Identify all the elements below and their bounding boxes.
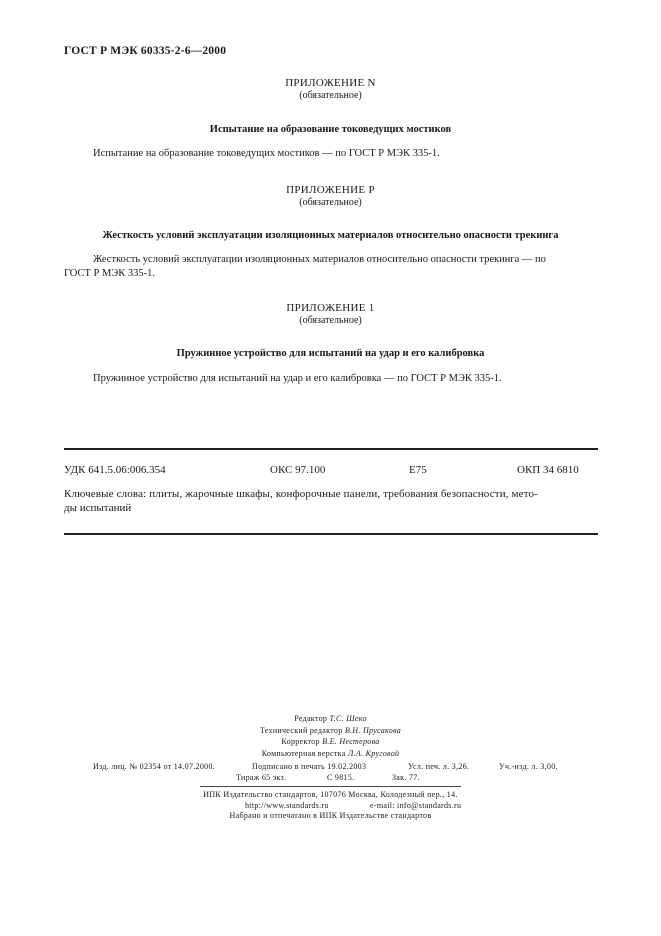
appendix-n-text: Испытание на образование токоведущих мостиков — по ГОСТ Р МЭК 335-1.: [93, 148, 440, 159]
imprint-print-sheets: Усл. печ. л. 3,26.: [408, 762, 470, 771]
credits-block: [0, 713, 661, 759]
appendix-p-text-line1: Жесткость условий эксплуатации изоляционных материалов относительно опасности трекинга — по: [93, 254, 546, 265]
appendix-p-text-line2: ГОСТ Р МЭК 335-1.: [64, 268, 156, 279]
appendix-1-text: Пружинное устройство для испытаний на удар и его калибровка — по ГОСТ Р МЭК 335-1.: [93, 373, 502, 384]
bottom-rule: [64, 533, 598, 535]
appendix-p-heading: ПРИЛОЖЕНИЕ Р: [286, 184, 375, 196]
appendix-n-title: Испытание на образование токоведущих мостиков: [209, 124, 452, 135]
appendix-n-note: (обязательное): [299, 90, 362, 101]
publisher-address: ИПК Издательство стандартов, 107076 Москва, Колодезный пер., 14.: [203, 790, 458, 799]
appendix-p-title: Жесткость условий эксплуатации изоляционных материалов относительно опасности трекинга: [102, 230, 559, 241]
imprint-pub-sheets: Уч.-изд. л. 3,00.: [499, 762, 558, 771]
udk-code: УДК 641.5.06:006.354: [64, 464, 166, 476]
imprint-license: Изд. лиц. № 02354 от 14.07.2000.: [93, 762, 216, 771]
credit-editor: Редактор Т.С. Шеко: [294, 714, 367, 723]
imprint-order-c: С 9815.: [327, 773, 355, 782]
imprint-run: Тираж 65 экз.: [236, 773, 287, 782]
page-header: ГОСТ Р МЭК 60335-2-6—2000: [64, 45, 227, 57]
appendix-1-title: Пружинное устройство для испытаний на удар и его калибровка: [176, 348, 485, 359]
publisher-printed: Набрано и отпечатано в ИПК Издательстве стандартов: [229, 811, 432, 820]
credit-tech-editor: Технический редактор В.Н. Прусакова: [259, 725, 402, 735]
credit-corrector: Корректор В.Е. Нестерова: [281, 737, 380, 746]
appendix-p-note: (обязательное): [299, 197, 362, 208]
imprint-signed: Подписано в печать 19.02.2003: [252, 762, 367, 771]
publisher-site: http://www.standards.ru: [245, 801, 329, 810]
okp-code: ОКП 34 6810: [517, 464, 579, 476]
keywords-line1: Ключевые слова: плиты, жарочные шкафы, конфорочные панели, требования безопасности, мето-: [64, 488, 538, 500]
keywords-line2: ды испытаний: [64, 502, 132, 514]
credit-layout: Компьютерная верстка Л.А. Круговой: [261, 748, 400, 758]
top-rule: [64, 448, 598, 450]
imprint-divider: [200, 786, 461, 787]
publisher-email: e-mail: info@standards.ru: [370, 801, 462, 810]
oks-code: ОКС 97.100: [270, 464, 326, 476]
appendix-n-heading: ПРИЛОЖЕНИЕ N: [285, 77, 376, 89]
appendix-1-heading: ПРИЛОЖЕНИЕ 1: [286, 302, 375, 314]
e-code: Е75: [409, 464, 427, 476]
imprint-order: Зак. 77.: [392, 773, 420, 782]
appendix-1-note: (обязательное): [299, 315, 362, 326]
